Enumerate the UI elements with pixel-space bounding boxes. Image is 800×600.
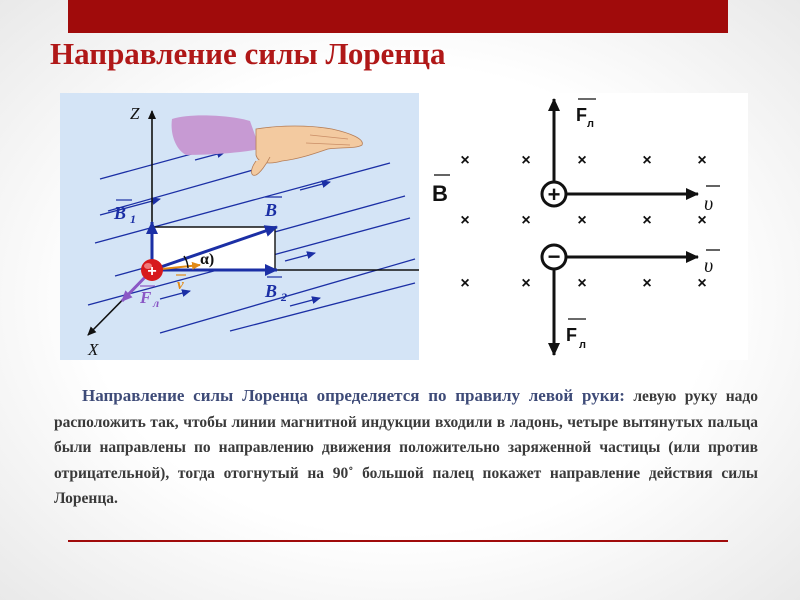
svg-text:1: 1 xyxy=(130,212,136,226)
page-title: Направление силы Лоренца xyxy=(50,36,446,71)
field-cross-icon: × xyxy=(577,275,587,292)
field-cross-icon: × xyxy=(697,275,707,292)
field-cross-icon: × xyxy=(697,212,707,229)
field-cross-icon: × xyxy=(577,212,587,229)
field-cross-icon: × xyxy=(521,275,531,292)
svg-text:B: B xyxy=(265,200,278,220)
rule-body: левую руку надо расположить так, чтобы линии магнитной индукции входили в ладонь, четыре вытянутых пальца были направлены по направлению движения положительно заряженной частицы (или против отрицательной), тогда отогнутый на 90˚ большой палец покажет направление действия силы Лоренца. xyxy=(54,388,758,507)
svg-text:F: F xyxy=(140,288,152,307)
field-cross-icon: × xyxy=(460,152,470,169)
field-cross-icon: × xyxy=(642,275,652,292)
field-cross-icon: × xyxy=(642,152,652,169)
svg-text:v: v xyxy=(177,277,184,293)
negative-charge xyxy=(542,244,566,269)
positive-charge xyxy=(141,259,163,281)
svg-text:F: F xyxy=(576,105,587,125)
field-cross-icon: × xyxy=(460,275,470,292)
top-decor-bar xyxy=(68,0,728,33)
svg-text:л: л xyxy=(587,118,594,130)
svg-text:+: + xyxy=(547,182,561,207)
alpha-label: α) xyxy=(200,251,215,268)
rule-lead: Направление силы Лоренца определяется по правилу левой руки: xyxy=(82,386,625,405)
svg-text:F: F xyxy=(566,325,577,345)
svg-text:υ: υ xyxy=(704,255,714,277)
field-cross-icon: × xyxy=(521,212,531,229)
svg-text:2: 2 xyxy=(281,290,287,304)
bottom-decor-line xyxy=(68,540,728,542)
left-figure xyxy=(60,93,419,360)
svg-text:B: B xyxy=(114,203,127,223)
svg-text:υ: υ xyxy=(704,193,714,215)
svg-text:л: л xyxy=(579,339,586,351)
field-cross-icon: × xyxy=(642,212,652,229)
svg-text:B: B xyxy=(432,181,448,206)
svg-text:B: B xyxy=(265,281,278,301)
field-cross-icon: × xyxy=(697,152,707,169)
field-cross-icon: × xyxy=(460,212,470,229)
axis-x-label: X xyxy=(88,340,99,359)
svg-text:л: л xyxy=(153,296,160,310)
positive-charge xyxy=(542,182,566,207)
field-cross-icon: × xyxy=(577,152,587,169)
axis-z-label: Z xyxy=(130,104,140,123)
svg-text:+: + xyxy=(147,263,157,280)
right-figure xyxy=(432,93,748,360)
field-cross-icon: × xyxy=(521,152,531,169)
svg-text:−: − xyxy=(547,244,561,269)
rule-description xyxy=(54,383,758,512)
